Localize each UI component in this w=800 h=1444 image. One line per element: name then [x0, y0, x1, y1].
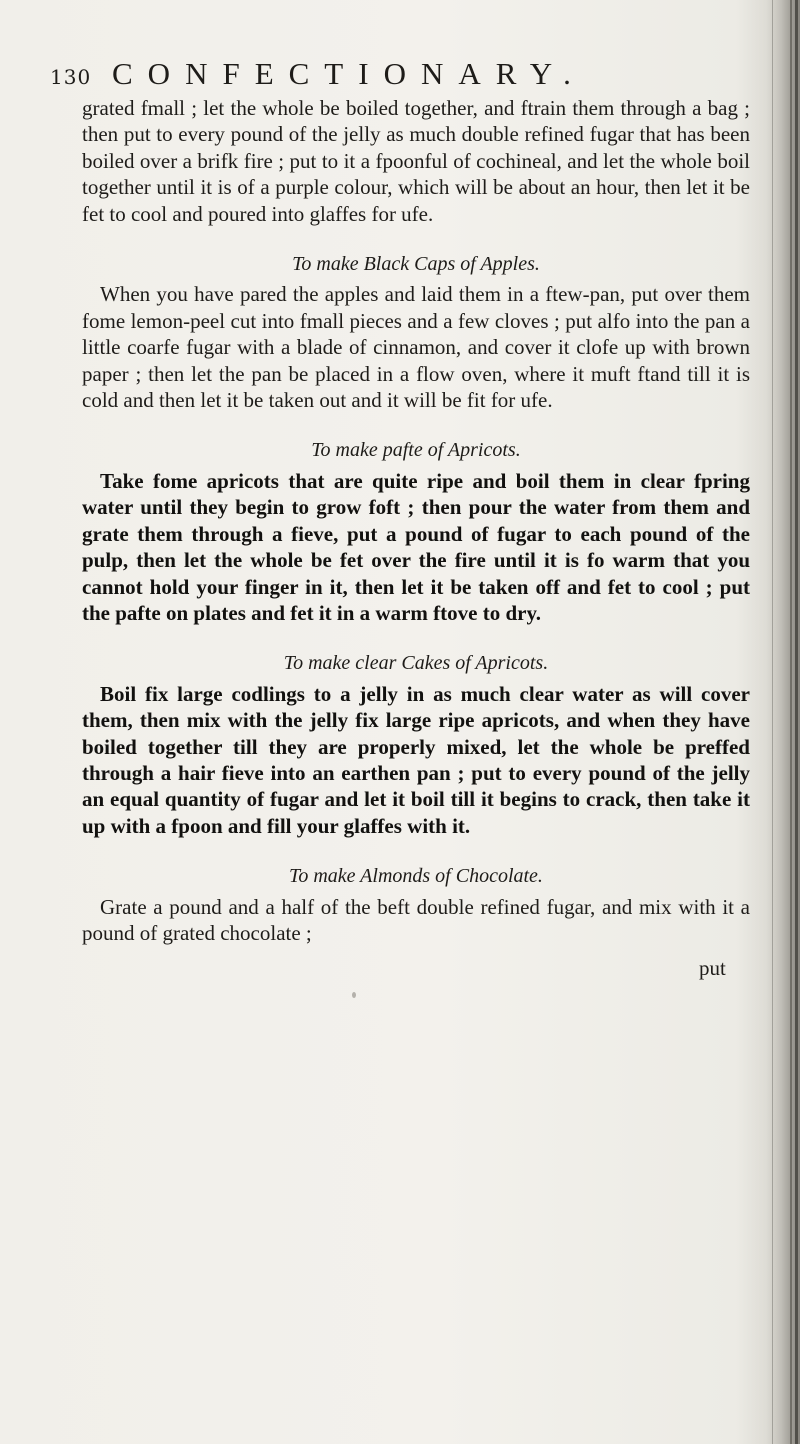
page-header: [50, 56, 750, 98]
paper-speck: [352, 992, 356, 998]
page-number: 130: [50, 65, 92, 89]
recipe-heading-paste-apricots: To make pafte of Apricots.: [311, 439, 521, 462]
recipe-heading-clear-cakes: To make clear Cakes of Apricots.: [283, 652, 549, 675]
page-gutter-shadow: [766, 0, 800, 1444]
gutter-edge-line: [790, 0, 792, 1444]
recipe-heading-black-caps: To make Black Caps of Apples.: [292, 253, 540, 276]
running-head: CONFECTIONARY.: [112, 56, 586, 91]
gutter-edge-line: [772, 0, 773, 1444]
recipe-body-black-caps: When you have pared the apples and laid them in a ftew-pan, put over them fome lemon-peel cut into fmall pieces and a few cloves ; put alfo into the pan a little coarfe fugar with a blade of cinnamon, and cover it clofe up with brown paper ; then let the pan be placed in a flow oven, where it muft ftand till it is cold and then let it be taken out and it will be fit for ufe.: [82, 282, 750, 413]
recipe-heading-almonds-chocolate: To make Almonds of Chocolate.: [289, 865, 543, 888]
continued-paragraph: grated fmall ; let the whole be boiled together, and ftrain them through a bag ; then put to every pound of the jelly as much double refined fugar that has been boiled over a brifk fire ; put to it a fpoonful of cochineal, and let the whole boil together until it is of a purple colour, which will be about an hour, then let it be fet to cool and poured into glaffes for ufe.: [82, 96, 750, 226]
page-body: [82, 95, 750, 946]
recipe-body-clear-cakes: Boil fix large codlings to a jelly in as much clear water as will cover them, then mix with the jelly fix large ripe apricots, and when they have boiled together till they are properly mixed, let the whole be preffed through a hair fieve into an earthen pan ; put to every pound of the jelly an equal quantity of fugar and let it boil till it begins to crack, then take it up with a fpoon and fill your glaffes with it.: [82, 681, 750, 838]
recipe-body-almonds-chocolate: Grate a pound and a half of the beft double refined fugar, and mix with it a pound of grated chocolate ;: [82, 894, 750, 945]
catchword: put: [699, 956, 726, 980]
recipe-body-paste-apricots: Take fome apricots that are quite ripe and boil them in clear fpring water until they begin to grow foft ; then pour the water from them and grate them through a fieve, put a pound of fugar to each pound of the pulp, then let the whole be fet over the fire until it is fo warm that you cannot hold your finger in it, then let it be taken off and fet to cool ; put the pafte on plates and fet it in a warm ftove to dry.: [82, 468, 750, 625]
gutter-edge-line: [795, 0, 798, 1444]
